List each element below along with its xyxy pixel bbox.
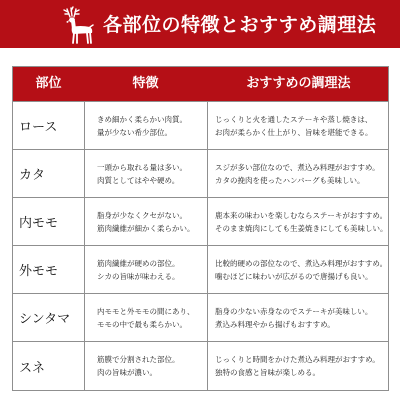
deer-icon xyxy=(60,5,96,45)
cooking-line: 煮込み料理やから揚げもおすすめ。 xyxy=(215,319,335,329)
part-name: ロース xyxy=(19,120,58,135)
cooking-cell xyxy=(207,102,390,149)
column-header-cooking: おすすめの調理法 xyxy=(246,76,351,91)
feature-line: 一頭から取れる量は多い。 xyxy=(97,162,187,172)
cooking-line: そのまま焼肉にしても生姜焼きにしても美味しい。 xyxy=(215,223,388,233)
feature-cell xyxy=(84,294,207,341)
feature-line: 量が少ない希少部位。 xyxy=(97,127,172,137)
feature-cell xyxy=(84,342,207,390)
column-header-part: 部位 xyxy=(35,76,62,91)
part-name: スネ xyxy=(19,360,46,376)
table-row xyxy=(13,245,388,293)
cooking-line: スジが多い部位なので、煮込み料理がおすすめ。 xyxy=(215,162,380,172)
cooking-cell xyxy=(207,198,390,245)
table-header-row xyxy=(13,67,388,101)
part-name: シンタマ xyxy=(19,312,71,327)
feature-line: シカの旨味が味わえる。 xyxy=(97,271,180,281)
cooking-line: カタの挽肉を使ったハンバーグも美味しい。 xyxy=(215,175,365,185)
feature-line: 筋肉繊維が細かく柔らかい。 xyxy=(97,223,195,233)
cooking-line: 脂身の少ない赤身なのでステーキが美味しい。 xyxy=(215,306,373,316)
cooking-line: 鹿本来の味わいを楽しむならステーキがおすすめ。 xyxy=(215,210,388,220)
cooking-line: 比較的硬めの部位なので、煮込み料理がおすすめ。 xyxy=(215,258,388,268)
cooking-line: 独特の食感と旨味が楽しめる。 xyxy=(215,368,320,377)
feature-line: モモの中で最も柔らかい。 xyxy=(97,319,187,329)
feature-cell xyxy=(84,198,207,245)
feature-line: 肉質としてはやや硬め。 xyxy=(97,175,180,185)
cooking-cell xyxy=(207,246,390,293)
feature-line: 内モモと外モモの間にあり、 xyxy=(97,306,195,316)
feature-line: 脂身が少なくクセがない。 xyxy=(97,210,187,220)
feature-cell xyxy=(84,246,207,293)
page-title: 各部位の特徴とおすすめ調理法 xyxy=(103,14,377,36)
part-name: 外モモ xyxy=(19,264,59,279)
title-banner xyxy=(0,0,400,48)
cooking-line: じっくりと時間をかけた煮込み料理がおすすめ。 xyxy=(215,355,380,364)
cooking-line: お肉が柔らかく仕上がり、旨味を堪能できる。 xyxy=(215,127,373,137)
feature-line: きめ細かく柔らかい肉質。 xyxy=(97,114,187,124)
table-row xyxy=(13,197,388,245)
feature-cell xyxy=(84,150,207,197)
cooking-cell xyxy=(207,342,390,390)
cooking-line: じっくりと火を通したステーキや蒸し焼きは、 xyxy=(215,114,373,124)
cooking-cell xyxy=(207,294,390,341)
cooking-cell xyxy=(207,150,390,197)
feature-line: 筋膜で分割された部位。 xyxy=(97,355,180,364)
cooking-line: 噛むほどに味わいが広がるので唐揚げも良い。 xyxy=(215,271,373,281)
table-row xyxy=(13,293,388,341)
feature-line: 肉の旨味が濃い。 xyxy=(97,368,157,377)
part-name: カタ xyxy=(19,168,46,183)
table-row xyxy=(13,341,388,390)
column-header-feature: 特徴 xyxy=(132,76,159,91)
feature-line: 筋肉繊維が硬めの部位。 xyxy=(97,258,180,268)
feature-cell xyxy=(84,102,207,149)
table-row xyxy=(13,149,388,197)
part-name: 内モモ xyxy=(19,216,59,231)
table-row xyxy=(13,101,388,149)
parts-table xyxy=(12,66,389,391)
